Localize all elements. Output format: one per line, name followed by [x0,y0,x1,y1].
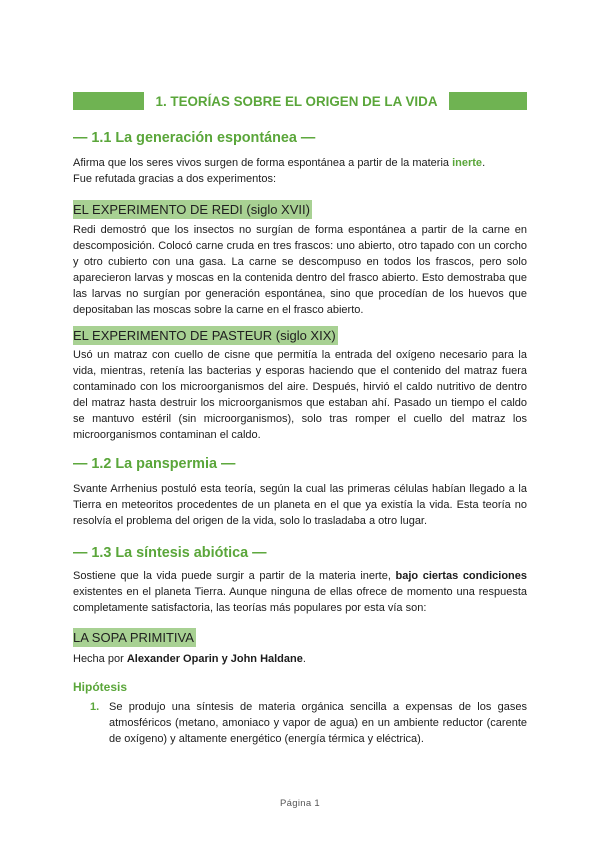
redi-heading: EL EXPERIMENTO DE REDI (siglo XVII) [73,202,310,217]
intro-end: . [482,157,486,169]
title-bar-left-accent [73,92,144,110]
title-bar-right-accent [449,92,527,110]
section-1-1-intro [73,155,527,187]
list-item-text: Se produjo una síntesis de materia orgánica sencilla a expensas de los gases atmosféricos (metano, amoniaco y vapor de agua) en un ambiente reductor (carente de oxígeno) y altamente energético (energía térmica y eléctrica). [109,701,527,746]
hypothesis-heading: Hipótesis [73,680,128,694]
list-item [73,699,527,747]
list-item-number: 1. [90,701,100,713]
intro-line-2: Fue refutada gracias a dos experimentos: [73,173,277,186]
section-1-2-heading: — 1.2 La panspermia — [73,456,236,472]
section-1-2-paragraph: Svante Arrhenius postuló esta teoría, según la cual las primeras células habían llegado a la Tierra en meteoritos procedentes de un planeta en el que ya existía la vida. Esta teoría no resolvía el problema del origen de la vida, solo lo trasladaba a otro lugar. [73,483,527,528]
redi-paragraph: Redi demostró que los insectos no surgían de forma espontánea a partir de la carne en descomposición. Colocó carne cruda en tres frascos: uno abierto, otro tapado con un corcho y otro cubierto con una gasa. La carne se descompuso en todos los frascos, pero solo aparecieron larvas y moscas en la contenida dentro del frasco abierto. Esto demostraba que las larvas no surgían por generación espontánea, sino que procedían de los huevos que depositaban las moscas sobre la carne en el frasco abierto. [73,224,527,317]
authors-prefix: Hecha por [73,653,127,665]
section-1-3-heading: — 1.3 La síntesis abiótica — [73,545,267,561]
section-1-3-paragraph [73,568,527,616]
page-title: 1. TEORÍAS SOBRE EL ORIGEN DE LA VIDA [155,93,438,109]
hypothesis-list [73,699,527,747]
pasteur-heading: EL EXPERIMENTO DE PASTEUR (siglo XIX) [73,328,336,343]
pasteur-paragraph: Usó un matraz con cuello de cisne que permitía la entrada del oxígeno necesario para la vida, mientras, retenía las bacterias y esporas haciendo que el contenido del matraz fuera contaminado con los microorganismos del aire. Después, hirvió el caldo nutritivo de dentro del matraz hasta destruir los microorganismos que estaban ahí. Pasado un tiempo el caldo se mantuvo estéril (sin microorganismos), solo tras romper el cuello del matraz los microorganismos contaminan el caldo. [73,349,527,442]
abiotic-bold: bajo ciertas condiciones [395,570,527,582]
authors-names: Alexander Oparin y John Haldane [126,653,303,665]
page-footer: Página 1 [280,798,320,809]
sopa-authors [73,651,527,667]
abiotic-text-end: existentes en el planeta Tierra. Aunque ninguna de ellas ofrece de momento una respuesta completamente satisfactoria, las teorías más populares por esta vía son: [73,586,527,615]
authors-suffix: . [302,653,306,665]
intro-highlight: inerte [452,157,483,169]
section-1-1-heading: — 1.1 La generación espontánea — [73,130,316,146]
sopa-primitiva-heading: LA SOPA PRIMITIVA [73,630,194,645]
abiotic-text-start: Sostiene que la vida puede surgir a partir de la materia inerte, [73,570,396,582]
intro-text: Afirma que los seres vivos surgen de forma espontánea a partir de la materia [73,157,453,169]
main-title-bar [73,92,527,110]
